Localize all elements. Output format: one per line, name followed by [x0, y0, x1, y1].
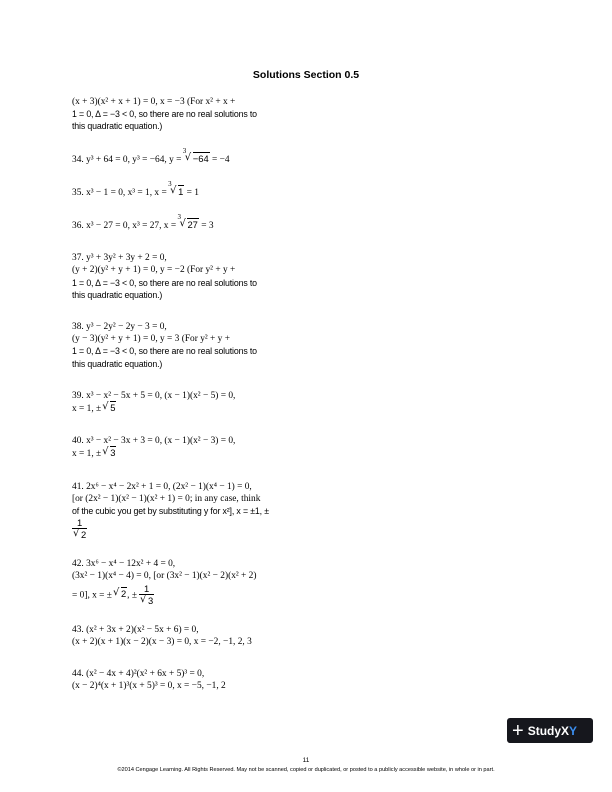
solution-line: (y + 2)(y² + y + 1) = 0, y = −2 (For y² + y + — [72, 265, 236, 276]
radical-sign-icon: √ — [140, 593, 147, 605]
equation-result: = −4 — [209, 154, 230, 165]
radicand: 3 — [148, 594, 154, 606]
solution-line: 40. x³ − x² − 3x + 3 = 0, (x − 1)(x² − 3) = 0, — [72, 436, 236, 447]
radicand: 1 — [178, 185, 184, 197]
solution-38 — [72, 321, 304, 370]
solution-line: 1 = 0, Δ = −3 < 0, so there are no real solutions to — [72, 277, 257, 288]
solution-line: this quadratic equation.) — [72, 121, 163, 132]
solutions-content — [72, 96, 304, 712]
solution-line: (x − 2)⁴(x + 1)³(x + 5)³ = 0, x = −5, −1, 2 — [72, 681, 226, 692]
solution-line: [or (2x² − 1)(x² − 1)(x² + 1) = 0; in any case, think — [72, 493, 261, 504]
fraction — [139, 583, 154, 608]
radicand: 5 — [110, 402, 116, 414]
solution-33-continued — [72, 96, 304, 133]
brand-accent: Y — [569, 723, 578, 738]
root-index: 3 — [182, 146, 187, 155]
solution-line: 44. (x² − 4x + 4)²(x² + 6x + 5)³ = 0, — [72, 669, 205, 680]
solution-line: 43. (x² + 3x + 2)(x² − 5x + 6) = 0, — [72, 624, 199, 635]
radicand: 2 — [81, 529, 87, 541]
section-title: Solutions Section 0.5 — [252, 69, 360, 81]
solution-34 — [72, 146, 304, 166]
square-root — [140, 595, 154, 608]
equation-text: 36. x³ − 27 = 0, x³ = 27, x = — [72, 221, 179, 232]
solution-37 — [72, 252, 304, 301]
solution-line: 42. 3x⁶ − x⁴ − 12x² + 4 = 0, — [72, 559, 176, 570]
solution-41 — [72, 481, 304, 543]
root-index: 3 — [168, 179, 172, 188]
equation-text: , ± — [127, 590, 137, 601]
equation-text: 35. x³ − 1 = 0, x³ = 1, x = — [72, 187, 170, 198]
root-index: 3 — [177, 213, 181, 222]
solution-line: 38. y³ − 2y² − 2y − 3 = 0, — [72, 322, 167, 333]
square-root — [113, 588, 127, 601]
equation-result: = 3 — [198, 221, 214, 232]
radical-sign-icon: √ — [102, 446, 109, 458]
radicand: 27 — [187, 219, 198, 231]
radical-sign-icon: √ — [179, 218, 186, 230]
fraction-numerator: 1 — [144, 582, 150, 594]
solution-line: of the cubic you get by substituting y for x²], x = ±1, ± — [72, 506, 269, 517]
cube-root — [168, 179, 184, 199]
cube-root — [177, 213, 198, 232]
copyright-notice: ©2014 Cengage Learning. All Rights Reserved. May not be scanned, copied or duplicated, or posted to a publicly accessible website, in whole or in part. — [117, 767, 495, 773]
equation-text: x = 1, ± — [72, 449, 102, 460]
fraction-numerator: 1 — [77, 517, 83, 529]
solution-line: 1 = 0, Δ = −3 < 0, so there are no real solutions to — [72, 109, 257, 120]
radical-sign-icon: √ — [73, 528, 80, 540]
radicand: −64 — [192, 152, 209, 164]
radical-sign-icon: √ — [170, 184, 177, 196]
solution-line: (x + 2)(x + 1)(x − 2)(x − 3) = 0, x = −2, −1, 2, 3 — [72, 636, 252, 647]
solution-40 — [72, 435, 304, 460]
fraction — [72, 517, 87, 542]
radicand: 3 — [110, 447, 116, 459]
solution-line: 41. 2x⁶ − x⁴ − 2x² + 1 = 0, (2x² − 1)(x⁴ − 1) = 0, — [72, 481, 252, 492]
solution-line: (x + 3)(x² + x + 1) = 0, x = −3 (For x² + x + — [72, 97, 236, 107]
radicand: 2 — [120, 588, 127, 600]
equation-text: x = 1, ± — [72, 404, 102, 415]
solution-line: this quadratic equation.) — [72, 358, 163, 369]
solution-42 — [72, 558, 304, 607]
studyx-logo[interactable] — [507, 718, 593, 743]
equation-result: = 1 — [184, 187, 199, 198]
solution-line: 39. x³ − x² − 5x + 5 = 0, (x − 1)(x² − 5) = 0, — [72, 390, 236, 401]
page-number: 11 — [302, 757, 310, 764]
solution-line: (y − 3)(y² + y + 1) = 0, y = 3 (For y² + y + — [72, 334, 230, 345]
square-root — [102, 402, 116, 415]
solution-line: 1 = 0, Δ = −3 < 0, so there are no real solutions to — [72, 346, 257, 357]
radical-sign-icon: √ — [112, 587, 120, 599]
square-root — [102, 447, 116, 460]
square-root — [73, 529, 87, 542]
radical-sign-icon: √ — [102, 401, 109, 413]
equation-text: 34. y³ + 64 = 0, y³ = −64, y = — [72, 154, 184, 165]
equation-text: = 0], x = ± — [72, 590, 112, 601]
radical-sign-icon: √ — [184, 151, 192, 163]
solution-36 — [72, 213, 304, 232]
solution-line: (3x² − 1)(x⁴ − 4) = 0, [or (3x² − 1)(x² − 2)(x² + 2) — [72, 571, 257, 582]
solution-line: this quadratic equation.) — [72, 289, 163, 300]
cube-root — [182, 146, 210, 166]
plus-icon: + — [512, 719, 524, 742]
solution-line: 37. y³ + 3y² + 3y + 2 = 0, — [72, 253, 167, 264]
solution-39 — [72, 390, 304, 415]
brand-name: StudyX — [527, 723, 570, 738]
solution-44 — [72, 668, 304, 692]
solution-43 — [72, 624, 304, 648]
solution-35 — [72, 179, 304, 199]
